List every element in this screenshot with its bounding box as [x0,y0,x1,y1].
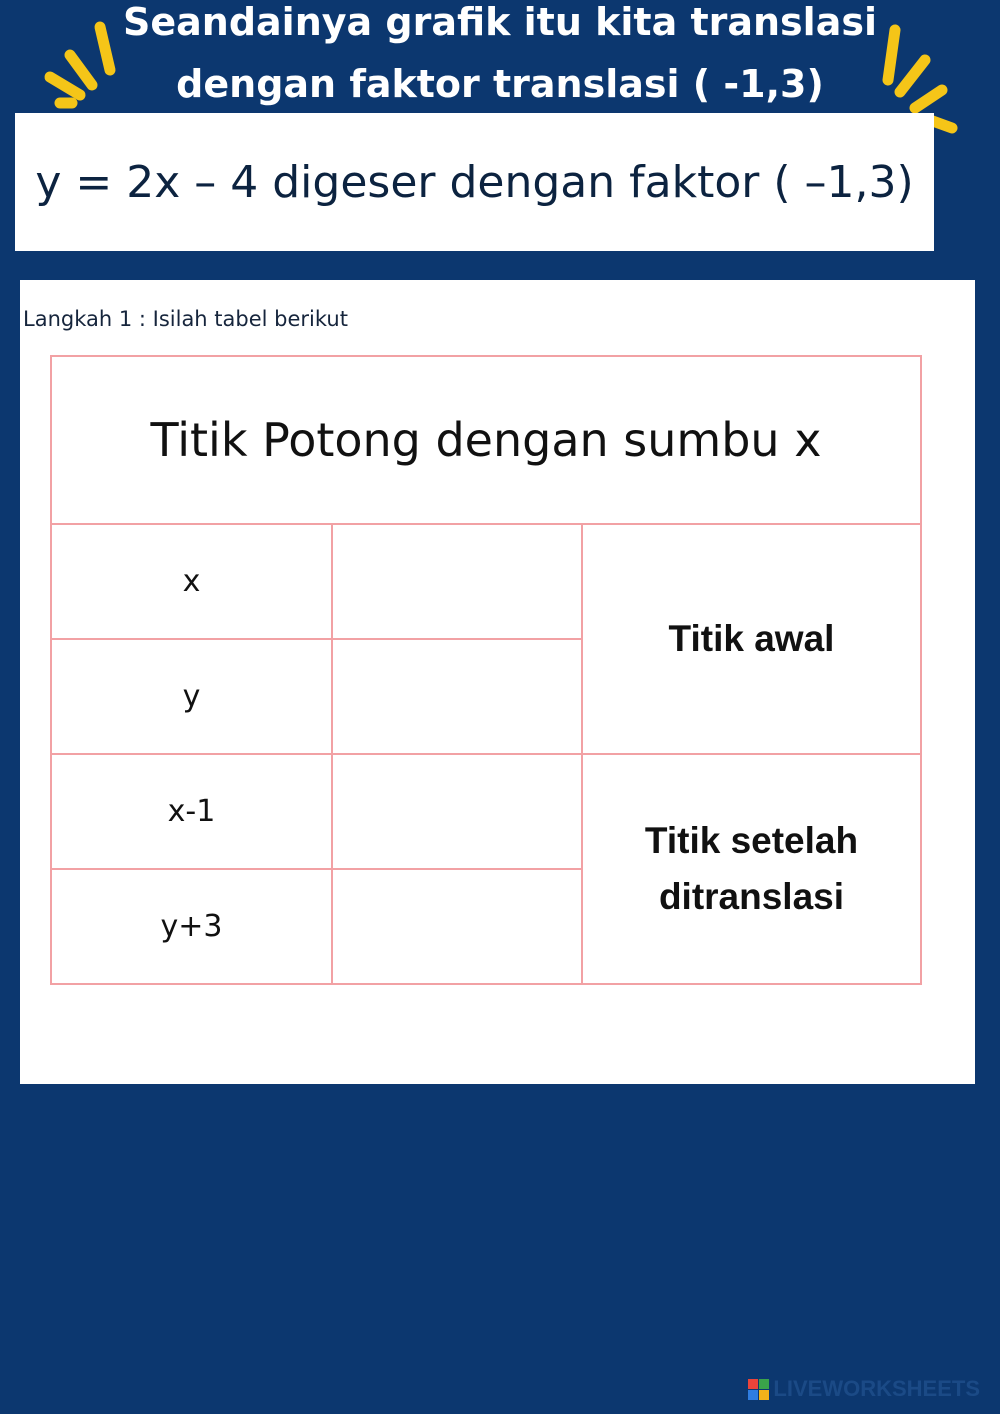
answer-cell-x[interactable] [332,524,582,639]
page-heading [0,0,1000,112]
variable-label: x-1 [51,754,332,869]
group-label-translated: Titik setelah ditranslasi [582,754,921,984]
heading-line-1: Seandainya grafik itu kita translasi [123,0,877,44]
table-row [51,754,921,869]
table-row [51,524,921,639]
variable-label: x [51,524,332,639]
worksheet-panel [20,280,975,1084]
watermark [748,1376,980,1402]
liveworksheets-logo-icon [748,1379,769,1400]
group-label-initial: Titik awal [582,524,921,754]
watermark-text: LIVEWORKSHEETS [773,1376,980,1401]
table-title: Titik Potong dengan sumbu x [51,356,921,524]
answer-cell-x-minus-1[interactable] [332,754,582,869]
formula-box [15,113,934,251]
answer-cell-y-plus-3[interactable] [332,869,582,984]
formula-text: y = 2x – 4 digeser dengan faktor ( –1,3) [35,156,914,208]
variable-label: y+3 [51,869,332,984]
heading-line-2: dengan faktor translasi ( -1,3) [176,62,824,106]
intercept-table [50,355,922,985]
step-label: Langkah 1 : Isilah tabel berikut [23,307,348,331]
table-title-row [51,356,921,524]
answer-cell-y[interactable] [332,639,582,754]
variable-label: y [51,639,332,754]
